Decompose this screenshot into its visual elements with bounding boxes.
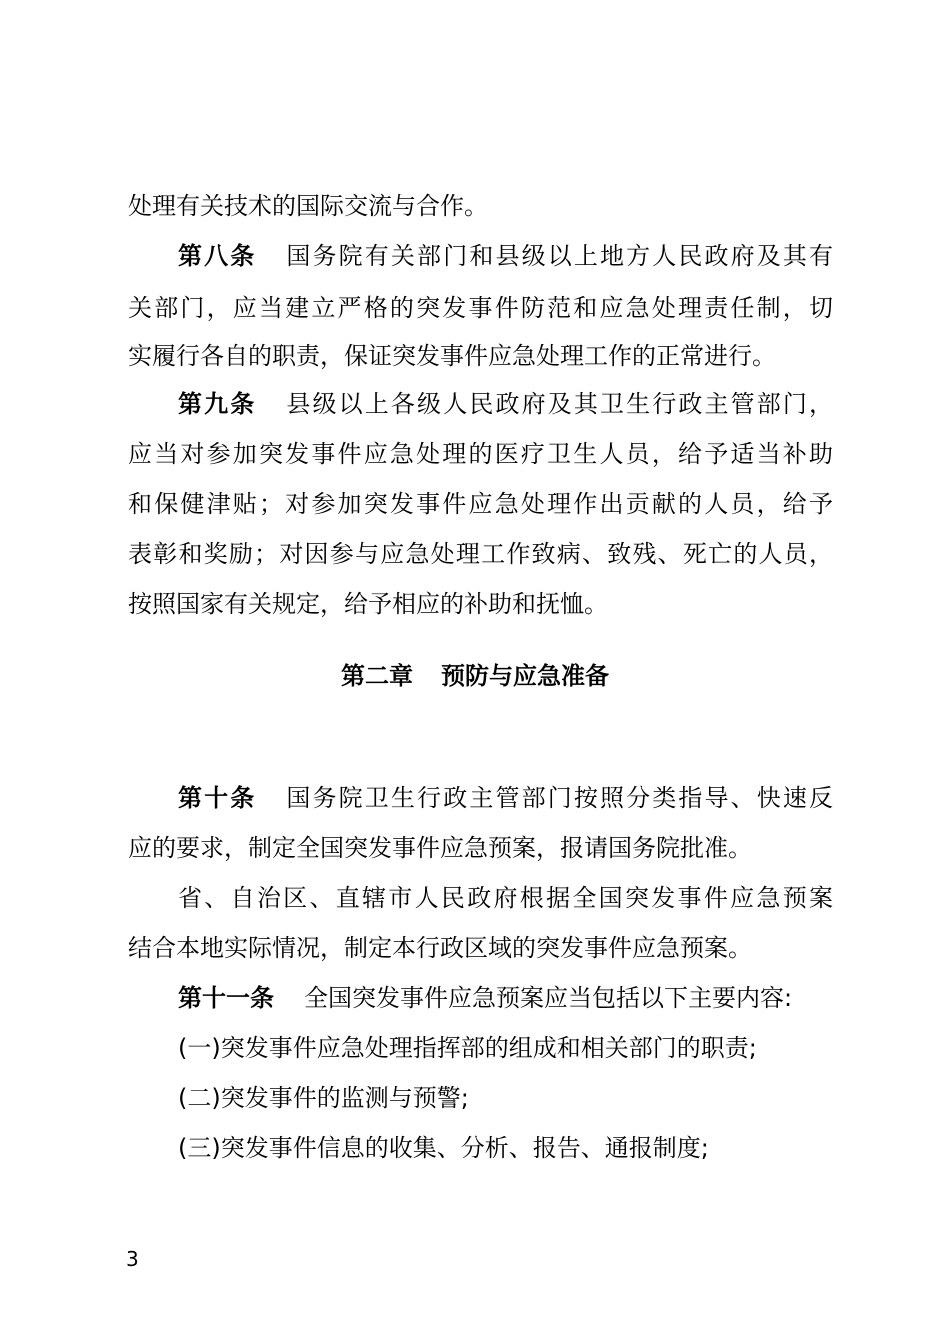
article-9-label: 第九条 [178, 390, 257, 418]
article-9-line-4: 表彰和奖励；对因参与应急处理工作致病、致残、死亡的人员， [128, 540, 833, 568]
article-10-line-1: 第十条 国务院卫生行政主管部门按照分类指导、快速反 [178, 784, 834, 812]
chapter-heading [0, 660, 950, 692]
article-9-line-1: 第九条 县级以上各级人民政府及其卫生行政主管部门， [178, 390, 834, 418]
article-10-label: 第十条 [178, 784, 257, 812]
article-8-label: 第八条 [178, 242, 257, 270]
article-8-line-1: 第八条 国务院有关部门和县级以上地方人民政府及其有 [178, 242, 834, 270]
article-11-item-2: (二)突发事件的监测与预警; [178, 1084, 469, 1112]
article-9-line-3: 和保健津贴；对参加突发事件应急处理作出贡献的人员，给予 [128, 490, 833, 518]
article-9-line-5: 按照国家有关规定，给予相应的补助和抚恤。 [128, 590, 608, 618]
continuation-line: 处理有关技术的国际交流与合作。 [128, 192, 488, 220]
article-11-item-1: (一)突发事件应急处理指挥部的组成和相关部门的职责; [178, 1034, 757, 1062]
article-10-line-2: 应的要求，制定全国突发事件应急预案，报请国务院批准。 [128, 834, 752, 862]
article-8-line-3: 实履行各自的职责，保证突发事件应急处理工作的正常进行。 [128, 342, 776, 370]
page-number: 3 [126, 1247, 139, 1271]
chapter-title: 预防与应急准备 [441, 662, 609, 690]
article-11-line-1: 第十一条 全国突发事件应急预案应当包括以下主要内容: [178, 984, 793, 1012]
chapter-number: 第二章 [341, 662, 413, 690]
article-10-para2-line-2: 结合本地实际情况，制定本行政区域的突发事件应急预案。 [128, 934, 752, 962]
article-11-label: 第十一条 [178, 984, 274, 1012]
article-8-line-2: 关部门，应当建立严格的突发事件防范和应急处理责任制，切 [128, 294, 833, 322]
article-10-para2-line-1: 省、自治区、直辖市人民政府根据全国突发事件应急预案 [178, 884, 833, 912]
article-9-line-2: 应当对参加突发事件应急处理的医疗卫生人员，给予适当补助 [128, 440, 833, 468]
article-11-item-3: (三)突发事件信息的收集、分析、报告、通报制度; [178, 1134, 709, 1162]
